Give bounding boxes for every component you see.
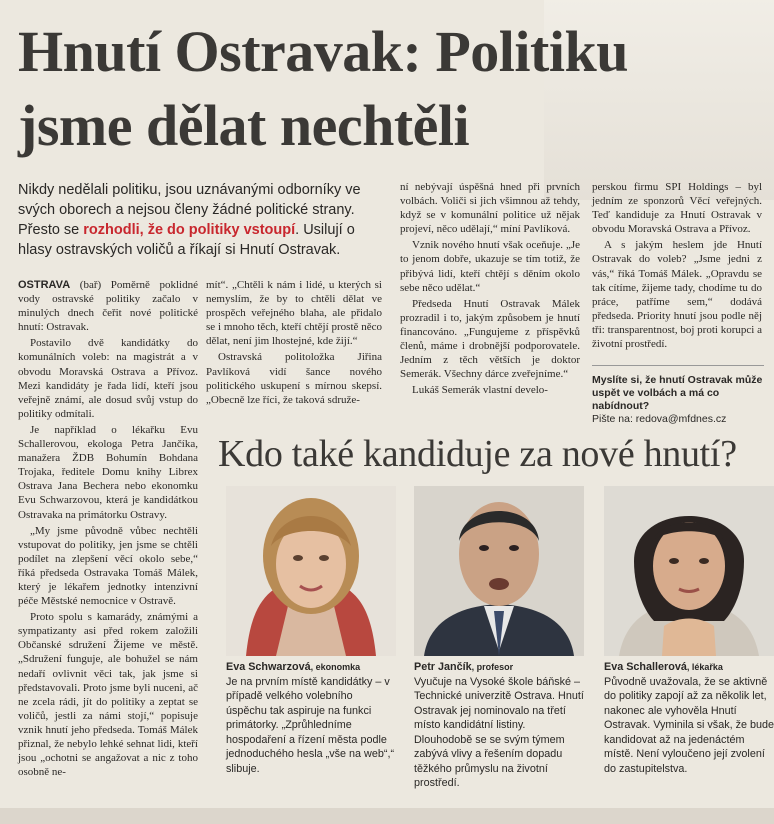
headline-line-2: jsme dělat nechtěli (18, 93, 470, 158)
reader-question-box (592, 374, 764, 426)
article-column-3 (400, 180, 580, 399)
candidate-name: Petr Jančík (414, 661, 472, 673)
sub-headline: Kdo také kandiduje za nové hnutí? (218, 433, 737, 475)
paragraph: „My jsme původně vůbec nechtěli vstupovat do politiky, jen jsme se chtěli podílet na zlepšení věcí okolo sebe,“ říká předseda Ostravaka Tomáš Málek, který je lékařem jednotky intenzivní péče Městské nemocnice v Ostravě. (18, 524, 198, 608)
candidate-name: Eva Schwarzová (226, 661, 311, 673)
paragraph: perskou firmu SPI Holdings – byl jedním ze sponzorů Věcí veřejných. Teď kandiduje za Hnutí Ostravak v obvodu Moravská Ostrava a Přívoz. (592, 181, 762, 236)
headline-line-1: Hnutí Ostravak: Politiku (18, 19, 628, 84)
divider (592, 365, 764, 366)
candidate-role: , profesor (471, 662, 514, 672)
candidate-caption (604, 660, 774, 776)
dateline: OSTRAVA (18, 279, 71, 291)
paragraph: Předseda Hnutí Ostravak Málek prozradil i to, jakým způsobem je hnutí financováno. „Fungujeme z příspěvků členů, máme i drobnější podporovatele. Jedním z těch větších je doktor Semerák. Všechny dárce zveřejníme.“ (400, 297, 580, 381)
candidate-card (604, 486, 774, 804)
candidate-caption (414, 660, 584, 791)
candidate-photo-eva-schallerova (604, 486, 774, 656)
candidate-photo-petr-jancik (414, 486, 584, 656)
candidate-card (414, 486, 584, 804)
paragraph: Lukáš Semerák vlastní develo- (412, 384, 548, 397)
lead-part-1: Nikdy nedělali politiku, jsou uznávanými odborníky ve svých oborech a nejsou členy žádné politické strany. Přesto se (18, 182, 361, 238)
paragraph: Vznik nového hnutí však oceňuje. „Je to jenom dobře, ukazuje se tím totiž, že přibývá lidí, kteří chtějí s děním okolo sebe něco udělat.“ (400, 239, 580, 294)
page-bottom-edge (0, 808, 774, 824)
paragraph: Je například o lékařku Evu Schallerovou, ekologa Petra Jančíka, manažera ŽDB Bohumín Bohdana Trojaka, ředitele Domu knihy Librex Ostrava Jana Bechera nebo ekonomku Evu Schwarzovou, která je kandidátkou Ostravaka na primátorku Ostravy. (18, 423, 198, 521)
candidate-name: Eva Schallerová (604, 661, 687, 673)
candidate-role: , ekonomka (310, 662, 361, 672)
article-column-1 (18, 278, 198, 781)
paragraph: A s jakým heslem jde Hnutí Ostravak do voleb? „Jsme jedni z vás,“ říká Tomáš Málek. „Opravdu se tak cítíme, žijeme tady, chodíme tu do práce, patříme sem,“ dodává předseda. Priority hnutí jsou podle něj tři: transparentnost, boj proti korupci a životní prostředí. (592, 239, 762, 351)
paragraph: Ostravská politoložka Jiřina Pavlíková vidí šance nového politického uskupení s mírnou skepsí. „Obecně lze říci, že taková sdruže- (206, 351, 382, 406)
lead-part-2: . Usilují o hlasy ostravských voličů a říkají si Hnutí Ostravak. (18, 222, 355, 258)
article-column-2 (206, 278, 382, 409)
paragraph: Proto spolu s kamarády, známými a sympatizanty asi před rokem založili Občanské sdružení Žijeme ve městě. „Sdružení funguje, ale bohužel se nám nedaří ovlivnit věci tak, jak jsme si představovali. Proto jsme byli nuceni, ač ne zcela rádi, jít do politiky a zeptat se voličů, jestli za námi stojí,“ popisuje vznik hnutí jeho předseda. Tomáš Málek přiznal, že nebylo lehké sehnat lidi, kteří jsou „ochotni se angažovat a nic z toho osobně ne- (18, 611, 198, 779)
lead-paragraph (18, 180, 380, 260)
candidate-photo-eva-schwarzova (226, 486, 396, 656)
candidate-text: Původně uvažovala, že se aktivně do politiky zapojí až za několik let, nakonec ale vyhověla Hnutí Ostravak. Vyminila si však, že bude kandidovat až na jedenáctém místě. Není vyloučeno její zvolení do zastupitelstva. (604, 675, 774, 775)
write-label: Pište na: (592, 413, 636, 425)
candidate-role: , lékařka (686, 662, 723, 672)
candidate-text: Je na prvním místě kandidátky – v případě velkého volebního úspěchu tak aspiruje na funkci primátorky. „Zprůhledníme hospodaření a řízení města podle jednoduchého hesla „vše na web“,“ slibuje. (226, 675, 395, 775)
candidate-card (226, 486, 396, 804)
lead-highlight: rozhodli, že do politiky vstoupí (83, 222, 296, 238)
paragraph: ní nebývají úspěšná hned při prvních volbách. Voliči si jich všimnou až tehdy, když se v komunální politice už nějak projeví, něco udělají,“ míní Pavlíková. (400, 181, 580, 236)
paragraph: Postavilo dvě kandidátky do komunálních voleb: na magistrát a v obvodu Moravská Ostrava a Přívoz. Mezi kandidáty je řada lidí, kteří jsou veřejně známí, ale dosud svůj vstup do politiky odmítali. (18, 337, 198, 420)
paragraph: (bař) Poměrně poklidné vody ostravské politiky začalo v minulých dnech čeřit nové politické hnutí: Ostravak. (18, 279, 198, 334)
reader-question: Myslíte si, že hnutí Ostravak může uspět ve volbách a má co nabídnout? (592, 374, 763, 412)
article-column-4 (592, 180, 762, 353)
paragraph: mít“. „Chtěli k nám i lidé, u kterých si nemyslím, že by to chtěli dělat ve prospěch veřejného blaha, ale přidalo se i mnoho těch, kteří chtějí prostě něco dělat, není jim lhostejné, kde žijí.“ (206, 279, 382, 348)
contact-email[interactable]: redova@mfdnes.cz (635, 413, 727, 425)
candidate-caption (226, 660, 396, 776)
candidate-text: Vyučuje na Vysoké škole báňské – Technické univerzitě Ostrava. Hnutí Ostravak jej nominovalo na třetí místo kandidátní listiny. Dlouhodobě se se svým týmem zabývá vlivy a řešením dopadu těžkého průmyslu na životní prostředí. (414, 675, 584, 789)
